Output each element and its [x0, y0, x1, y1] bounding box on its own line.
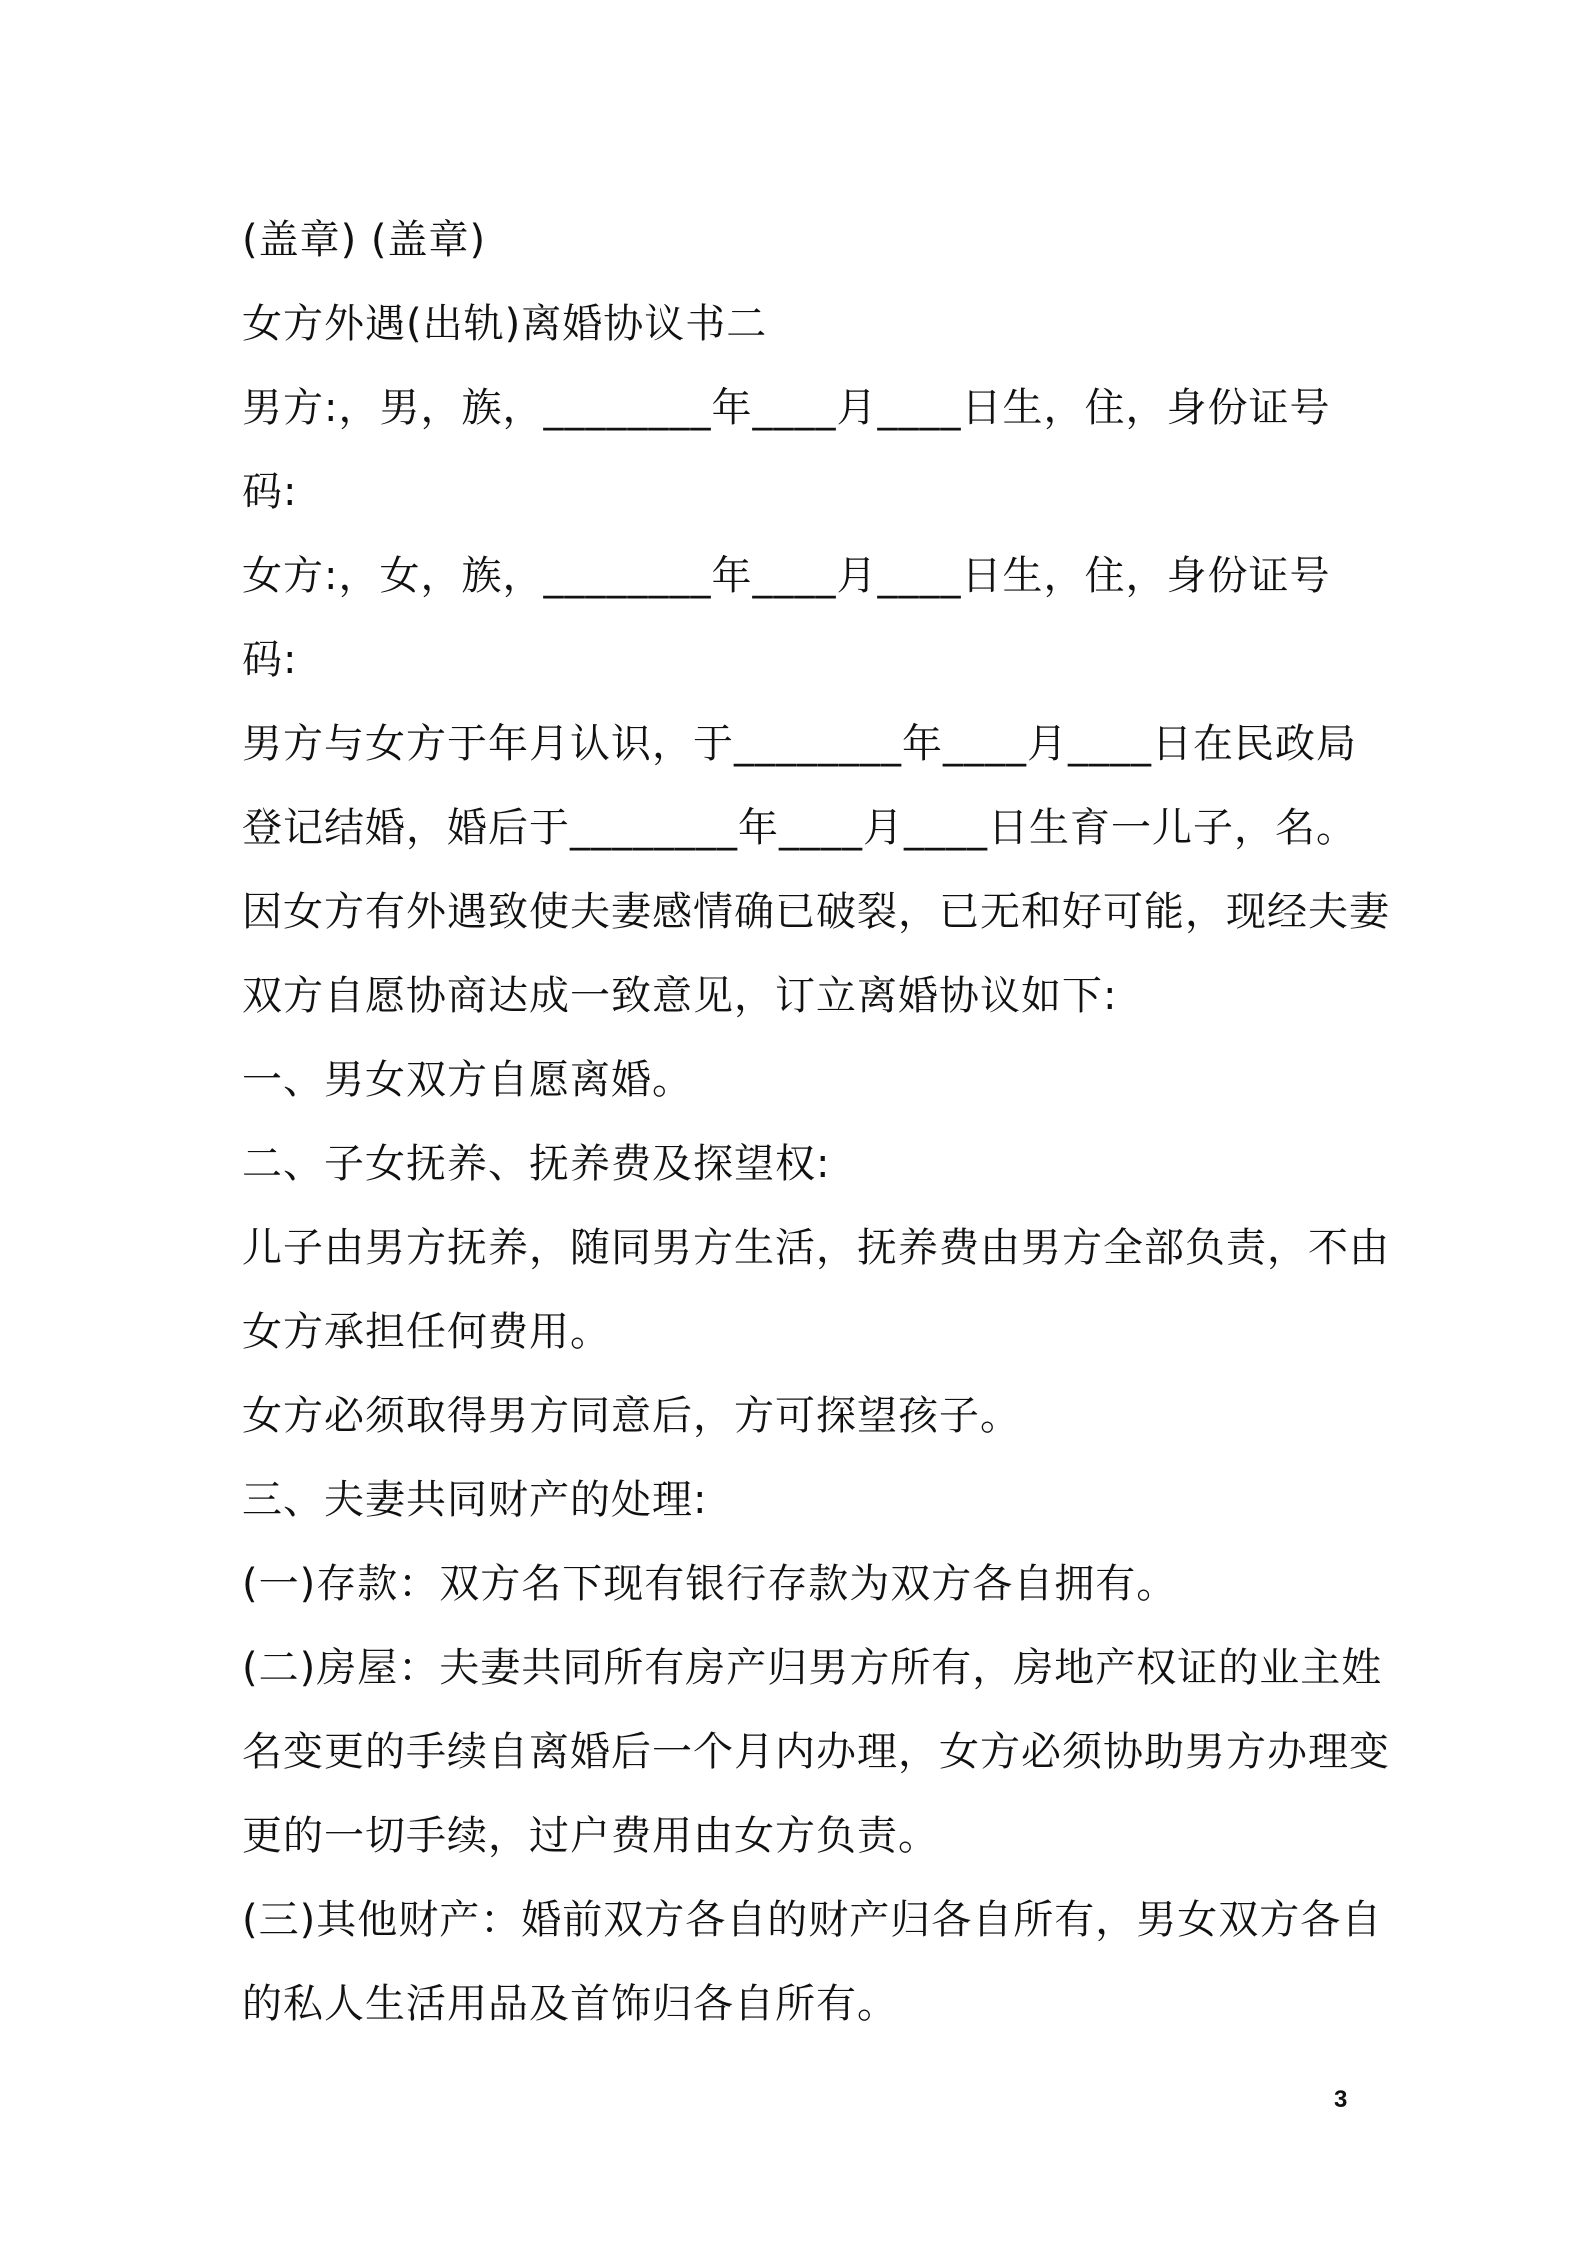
text-line: (盖章) (盖章): [242, 217, 487, 263]
text-line: 因女方有外遇致使夫妻感情确已破裂，已无和好可能，现经夫妻: [242, 889, 1390, 935]
text-line: 更的一切手续，过户费用由女方负责。: [242, 1813, 939, 1859]
text-line: (二)房屋：夫妻共同所有房产归男方所有，房地产权证的业主姓: [242, 1645, 1383, 1691]
text-line: 码:: [242, 469, 298, 515]
text-line: 女方承担任何费用。: [242, 1309, 611, 1355]
text-line: 登记结婚，婚后于________年____月____日生育一儿子，名。: [242, 805, 1357, 851]
page-number: 3: [1334, 2086, 1348, 2113]
text-line: (三)其他财产：婚前双方各自的财产归各自所有，男女双方各自: [242, 1897, 1383, 1943]
text-line: 儿子由男方抚养，随同男方生活，抚养费由男方全部负责，不由: [242, 1225, 1390, 1271]
text-line: 名变更的手续自离婚后一个月内办理，女方必须协助男方办理变: [242, 1729, 1390, 1775]
section-heading: 二、子女抚养、抚养费及探望权:: [242, 1141, 831, 1187]
text-line: (一)存款：双方名下现有银行存款为双方各自拥有。: [242, 1561, 1178, 1607]
section-heading: 三、夫妻共同财产的处理:: [242, 1477, 708, 1523]
section-heading: 一、男女双方自愿离婚。: [242, 1057, 693, 1103]
text-line: 女方:，女，族，________年____月____日生，住，身份证号: [242, 553, 1331, 599]
text-line: 女方必须取得男方同意后，方可探望孩子。: [242, 1393, 1021, 1439]
text-line: 双方自愿协商达成一致意见，订立离婚协议如下:: [242, 973, 1118, 1019]
document-body: [242, 198, 1390, 2046]
text-line: 男方与女方于年月认识，于________年____月____日在民政局: [242, 721, 1357, 767]
text-line: 的私人生活用品及首饰归各自所有。: [242, 1981, 898, 2027]
text-line: 男方:，男，族，________年____月____日生，住，身份证号: [242, 385, 1331, 431]
text-line: 码:: [242, 637, 298, 683]
document-title: 女方外遇(出轨)离婚协议书二: [242, 301, 768, 347]
